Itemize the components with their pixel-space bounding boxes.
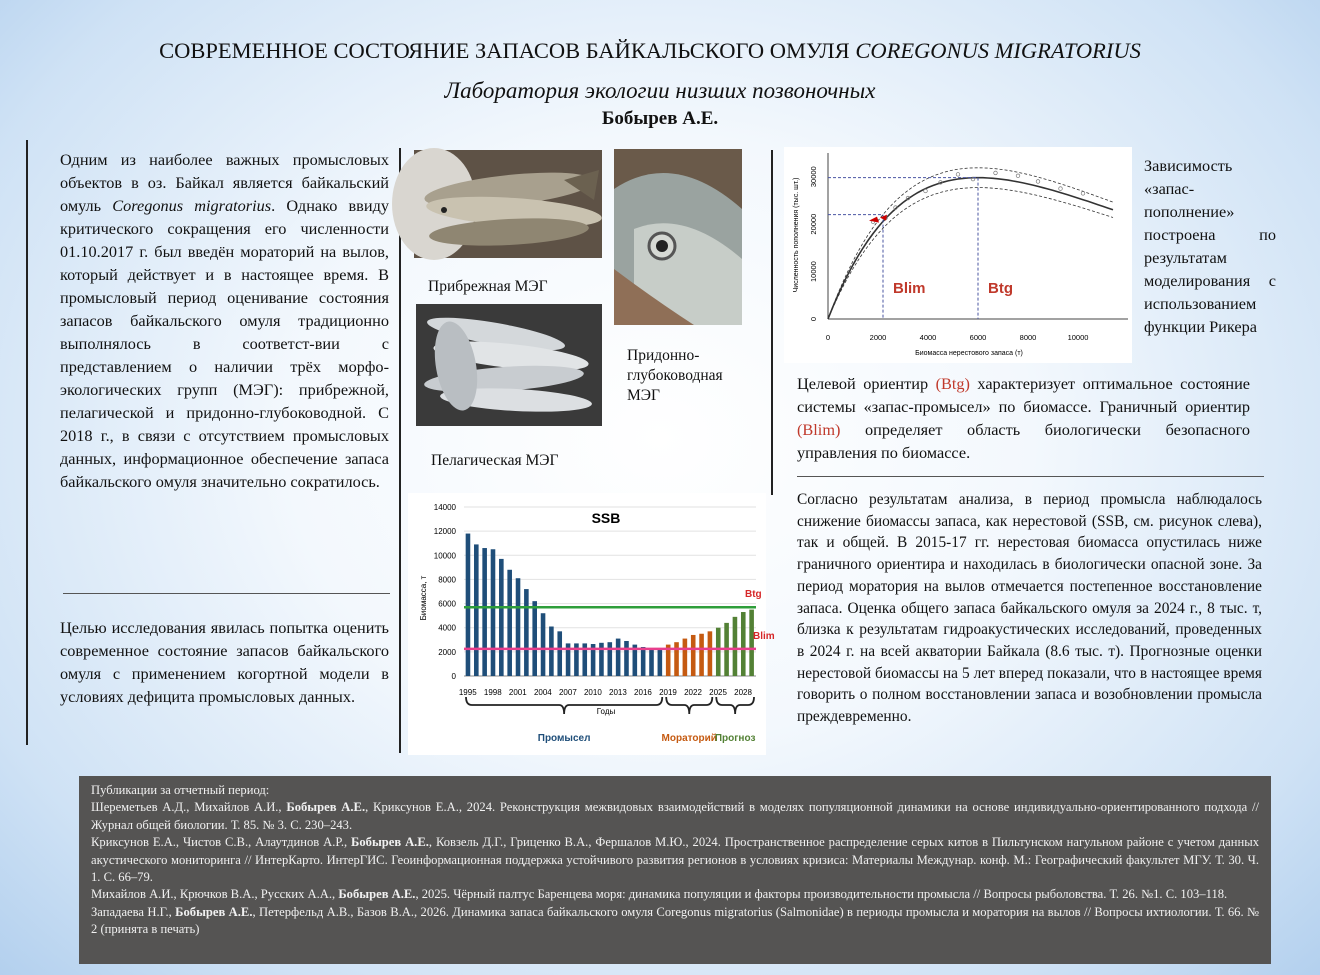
ssb-period-label: Мораторий <box>661 733 717 744</box>
ssb-bar <box>716 628 721 676</box>
author-name: Бобырев А.Е. <box>601 108 719 129</box>
ssb-bar <box>658 649 663 676</box>
pelagic-fish-photo <box>416 304 602 426</box>
ricker-y-tick-label: 10000 <box>809 261 818 283</box>
ssb-period-brace <box>716 697 754 714</box>
ssb-period-label: Промысел <box>537 733 591 744</box>
ricker-lower-ci <box>828 188 1113 319</box>
ricker-x-tick-label: 6000 <box>969 333 987 342</box>
right-divider <box>797 476 1264 477</box>
ssb-bar <box>532 601 537 676</box>
ssb-y-tick-label: 14000 <box>433 503 456 512</box>
ssb-x-ticks <box>459 688 753 697</box>
ricker-observation-point <box>1059 187 1063 191</box>
coastal-caption: Прибрежная МЭГ <box>428 278 548 295</box>
ssb-x-tick-label: 2019 <box>659 688 677 697</box>
ricker-fit-curve <box>828 178 1113 319</box>
ssb-y-tick-label: 0 <box>451 672 456 681</box>
ssb-bar <box>549 627 554 676</box>
ricker-caption: Зависимость «запас-пополнение» построена по результатам моделирования с использованием функции Рикера <box>1144 156 1276 336</box>
ricker-x-tick-label: 4000 <box>919 333 937 342</box>
ssb-bar <box>607 642 612 676</box>
ricker-observation-point <box>956 173 960 177</box>
ssb-ref-label-blim: Blim <box>753 630 775 642</box>
ssb-bar <box>474 544 479 676</box>
ricker-x-tick-label: 8000 <box>1019 333 1037 342</box>
publications-panel <box>79 776 1271 964</box>
ricker-x-tick-label: 2000 <box>869 333 887 342</box>
ssb-bar <box>749 610 754 676</box>
ricker-upper-ci <box>828 168 1113 319</box>
ssb-bar-chart <box>408 493 775 755</box>
ricker-observation-point <box>1081 192 1085 196</box>
ssb-period-label: Прогноз <box>714 733 756 744</box>
publications-heading: Публикации за отчетный период: <box>91 783 270 797</box>
ricker-y-tick-label: 0 <box>809 316 818 322</box>
publication-item: Криксунов Е.А., Чистов С.В., Алаутдинов А.Р., Бобырев А.Е., Ковзель Д.Г., Гриценко В.А., Фершалов М.Ю., 2024. Пространственное распределение серых китов в Пильтунском нагульном районе с учетом данных акустического мониторинга // ИнтерКарто. ИнтерГИС. Геоинформационная поддержка устойчивого развития регионов в условиях кризиса: Материалы Междунар. конф. М.: Географический факультет МГУ. Т. 30. Ч. 1. С. 66–79. <box>91 835 1260 885</box>
ssb-bar <box>524 589 529 676</box>
ricker-y-tick-label: 20000 <box>809 213 818 235</box>
ssb-x-tick-label: 2016 <box>634 688 652 697</box>
publication-item: Западаева Н.Г., Бобырев А.Е., Петерфельд А.В., Базов В.А., 2026. Динамика запаса байкальского омуля Coregonus migratorius (Salmonidae) в периоды промысла и моратория на вылов // Вопросы ихтиологии. Т. 66. № 2 (принята в печать) <box>91 904 1260 937</box>
ssb-x-tick-label: 2013 <box>609 688 627 697</box>
ricker-curve-chart <box>784 147 1132 363</box>
ssb-x-tick-label: 2022 <box>684 688 702 697</box>
ssb-bar <box>541 613 546 676</box>
ssb-y-tick-label: 2000 <box>438 647 456 657</box>
deep-fish-photo <box>614 149 742 325</box>
ssb-bar <box>649 649 654 676</box>
ssb-x-tick-label: 2007 <box>558 688 577 697</box>
ssb-bar <box>616 639 621 676</box>
ssb-x-tick-label: 1995 <box>458 688 477 697</box>
ssb-period-brace <box>466 697 662 714</box>
column-divider-1 <box>399 148 401 753</box>
ricker-x-axis-label: Биомасса нерестового запаса (т) <box>915 350 1023 357</box>
ssb-y-tick-label: 4000 <box>438 623 456 633</box>
ricker-ref-label: Btg <box>988 280 1013 297</box>
pelagic-caption: Пелагическая МЭГ <box>431 452 559 469</box>
ssb-y-tick-label: 8000 <box>438 575 456 585</box>
ricker-y-tick-label: 30000 <box>809 166 818 188</box>
goal-text: Целью исследования явилась попытка оценить современное состояние запасов байкальского омуля с применением когортной модели в условиях дефицита промысловых данных. <box>60 618 389 706</box>
results-text: Согласно результатам анализа, в период промысла наблюдалось снижение биомассы запаса, как нерестовой (SSB, см. рисунок слева), так и общей. В 2015-17 гг. нерестовая биомасса опустилась ниже граничного ориентира и находилась в биологически опасной зоне. За период моратория на вылов отмечается постепенное восстановление запаса. Оценка общего запаса байкальского омуля за 2024 г., 8 тыс. т, близка к результатам гидроакустических исследований, проведенных в 2024 г. на всей акватории Байкала (8.6 тыс. т). Прогнозные оценки нерестовой биомассы на 5 лет вперед показали, что в настоящее время говорить о полном восстановлении запаса и возобновлении промысла преждевременно. <box>797 491 1262 726</box>
ssb-bar <box>683 639 688 676</box>
ssb-bar <box>499 559 504 676</box>
lab-name: Лаборатория экологии низших позвоночных <box>444 78 876 103</box>
ssb-bar <box>557 631 562 676</box>
ssb-x-tick-label: 2001 <box>508 688 527 697</box>
ricker-y-axis-label: Численность пополнения (тыс. шт.) <box>793 177 800 293</box>
column-divider-2 <box>771 150 773 495</box>
page-title: СОВРЕМЕННОЕ СОСТОЯНИЕ ЗАПАСОВ БАЙКАЛЬСКОГО ОМУЛЯ COREGONUS MIGRATORIUS <box>159 38 1141 63</box>
ssb-bar <box>641 647 646 676</box>
ricker-x-tick-label: 0 <box>825 333 831 342</box>
ssb-x-tick-label: 2004 <box>533 688 552 697</box>
ssb-bar <box>482 548 487 676</box>
ssb-y-tick-label: 12000 <box>433 527 456 537</box>
ssb-bar <box>691 635 696 676</box>
intro-text: Одним из наиболее важных промысловых объектов в оз. Байкал является байкальский омуль Coregonus migratorius. Однако ввиду критического сокращения его численности 01.10.2017 г. был введён мораторий на вылов, который действует и в настоящее время. В промысловый период оценивание состояния запасов байкальского омуля традиционно выполнялось в соответст-вии с представлением о наличии трёх морфо-экологических групп (МЭГ): прибрежной, пелагической и придонно-глубоководной. С 2018 г., в связи с отсутствием промысловых данных, информационное обеспечение запаса байкальского омуля значительно сократилось. <box>60 150 390 491</box>
ssb-x-tick-label: 2028 <box>734 688 752 697</box>
ricker-ref-label: Blim <box>893 280 926 297</box>
ricker-observation-point <box>924 189 928 193</box>
left-divider <box>63 593 390 594</box>
ricker-observation-point <box>994 171 998 175</box>
ssb-x-tick-label: 2025 <box>709 688 727 697</box>
reference-points-text: Целевой ориентир (Btg) характеризует оптимальное состояние системы «запас-промысел» по биомассе. Граничный ориентир (Blim) определяет область биологически безопасного управления по биомассе. <box>797 374 1251 462</box>
ssb-x-tick-label: 2010 <box>583 688 602 697</box>
ssb-y-tick-label: 10000 <box>433 551 456 561</box>
ssb-x-axis-label: Годы <box>596 707 616 716</box>
coastal-fish-photo <box>414 150 602 258</box>
left-border <box>26 140 28 745</box>
ssb-x-tick-label: 1998 <box>483 688 502 697</box>
ssb-bar <box>507 570 512 676</box>
ricker-blim-marker <box>869 217 879 223</box>
ssb-period-braces <box>466 697 755 744</box>
ssb-bar <box>466 534 471 676</box>
publication-item: Шереметьев А.Д., Михайлов А.И., Бобырев А.Е., Криксунов Е.А., 2024. Реконструкция межвидовых взаимодействий в моделях популяционной динамики на основе индивидуально-ориентированного подхода // Журнал общей биологии. Т. 85. № 3. С. 230–243. <box>91 800 1259 832</box>
ssb-bar <box>733 617 738 676</box>
ssb-chart-title: SSB <box>591 510 621 526</box>
ssb-ref-label-btg: Btg <box>745 589 762 601</box>
ssb-bar <box>674 642 679 676</box>
ricker-axes <box>809 153 1128 342</box>
ssb-y-tick-label: 6000 <box>438 599 456 609</box>
ssb-bar <box>491 549 496 676</box>
ssb-bar <box>708 631 713 676</box>
ricker-x-tick-label: 10000 <box>1067 333 1089 342</box>
ssb-bar <box>516 578 521 676</box>
ricker-content <box>828 168 1113 319</box>
deep-caption: Придонно-глубоководная МЭГ <box>627 347 723 404</box>
ricker-observation-point <box>1016 174 1020 178</box>
ssb-bar <box>624 641 629 676</box>
ssb-y-ticks <box>434 503 457 681</box>
ssb-bar <box>741 612 746 676</box>
ricker-observation-point <box>1036 180 1040 184</box>
ssb-period-brace <box>666 697 712 714</box>
ssb-bar <box>699 634 704 676</box>
publication-item: Михайлов А.И., Крючков В.А., Русских А.А., Бобырев А.Е., 2025. Чёрный палтус Баренцева моря: динамика популяции и факторы производительности промысла // Вопросы рыболовства. Т. 26. №1. С. 103–118. <box>91 887 1228 902</box>
ssb-y-axis-label: Биомасса, т <box>419 575 428 621</box>
